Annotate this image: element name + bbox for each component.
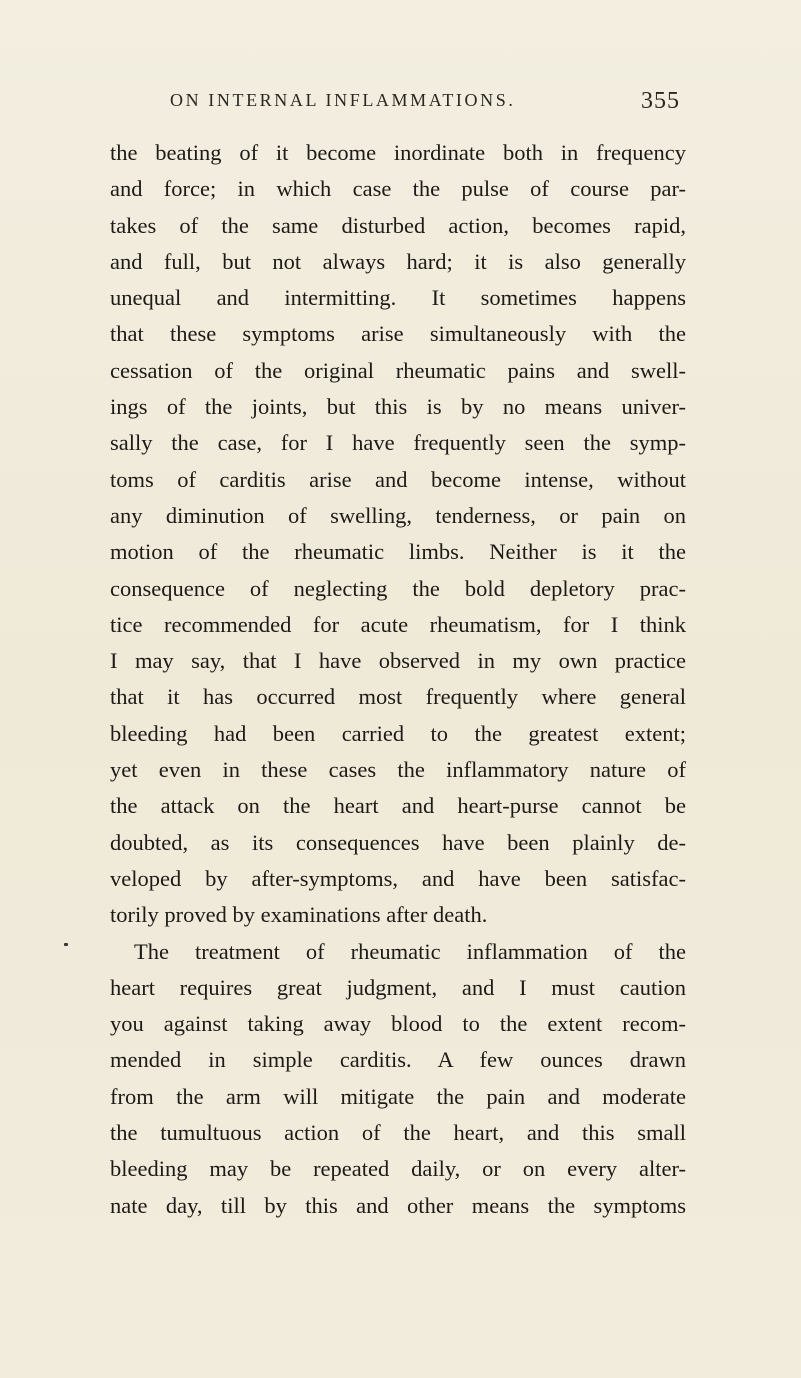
page-number: 355 — [641, 88, 680, 114]
text-line: you against taking away blood to the extent recom- — [110, 1011, 686, 1037]
text-line: the tumultuous action of the heart, and this small — [110, 1120, 686, 1146]
text-line: and full, but not always hard; it is also generally — [110, 248, 686, 274]
text-line: sally the case, for I have frequently seen the symp- — [110, 430, 686, 456]
text-line: consequence of neglecting the bold depletory prac- — [110, 575, 686, 601]
text-line: doubted, as its consequences have been plainly de- — [110, 829, 686, 855]
text-line: any diminution of swelling, tenderness, or pain on — [110, 502, 686, 528]
text-line: nate day, till by this and other means the symptoms — [110, 1192, 686, 1218]
running-head — [170, 90, 680, 118]
text-line: cessation of the original rheumatic pains and swell- — [110, 357, 686, 383]
text-line: ings of the joints, but this is by no means univer- — [110, 394, 686, 420]
text-line: that these symptoms arise simultaneously with the — [110, 321, 686, 347]
paragraph-start-line: The treatment of rheumatic inflammation of the — [134, 938, 686, 964]
text-line: the attack on the heart and heart-purse cannot be — [110, 793, 686, 819]
text-line: veloped by after-symptoms, and have been satisfac- — [110, 865, 686, 891]
text-line: yet even in these cases the inflammatory nature of — [110, 757, 686, 783]
text-line: motion of the rheumatic limbs. Neither is it the — [110, 539, 686, 565]
text-line: heart requires great judgment, and I must caution — [110, 974, 686, 1000]
text-line: from the arm will mitigate the pain and moderate — [110, 1083, 686, 1109]
stray-ink-mark — [64, 943, 68, 946]
running-title: ON INTERNAL INFLAMMATIONS. — [170, 90, 516, 110]
text-line: bleeding may be repeated daily, or on every alter- — [110, 1156, 686, 1182]
text-line: unequal and intermitting. It sometimes happens — [110, 285, 686, 311]
text-line: and force; in which case the pulse of course par- — [110, 176, 686, 202]
text-line: tice recommended for acute rheumatism, for I think — [110, 611, 686, 637]
body-text — [110, 135, 686, 1224]
text-line: the beating of it become inordinate both in frequency — [110, 140, 686, 165]
paragraph-end-line: torily proved by examinations after death. — [110, 902, 488, 928]
text-line: toms of carditis arise and become intense, without — [110, 466, 686, 492]
text-line: that it has occurred most frequently where general — [110, 684, 686, 710]
text-line: I may say, that I have observed in my own practice — [110, 648, 686, 674]
text-line: bleeding had been carried to the greatest extent; — [110, 720, 686, 746]
text-line: mended in simple carditis. A few ounces drawn — [110, 1047, 686, 1073]
text-line: takes of the same disturbed action, becomes rapid, — [110, 212, 686, 238]
